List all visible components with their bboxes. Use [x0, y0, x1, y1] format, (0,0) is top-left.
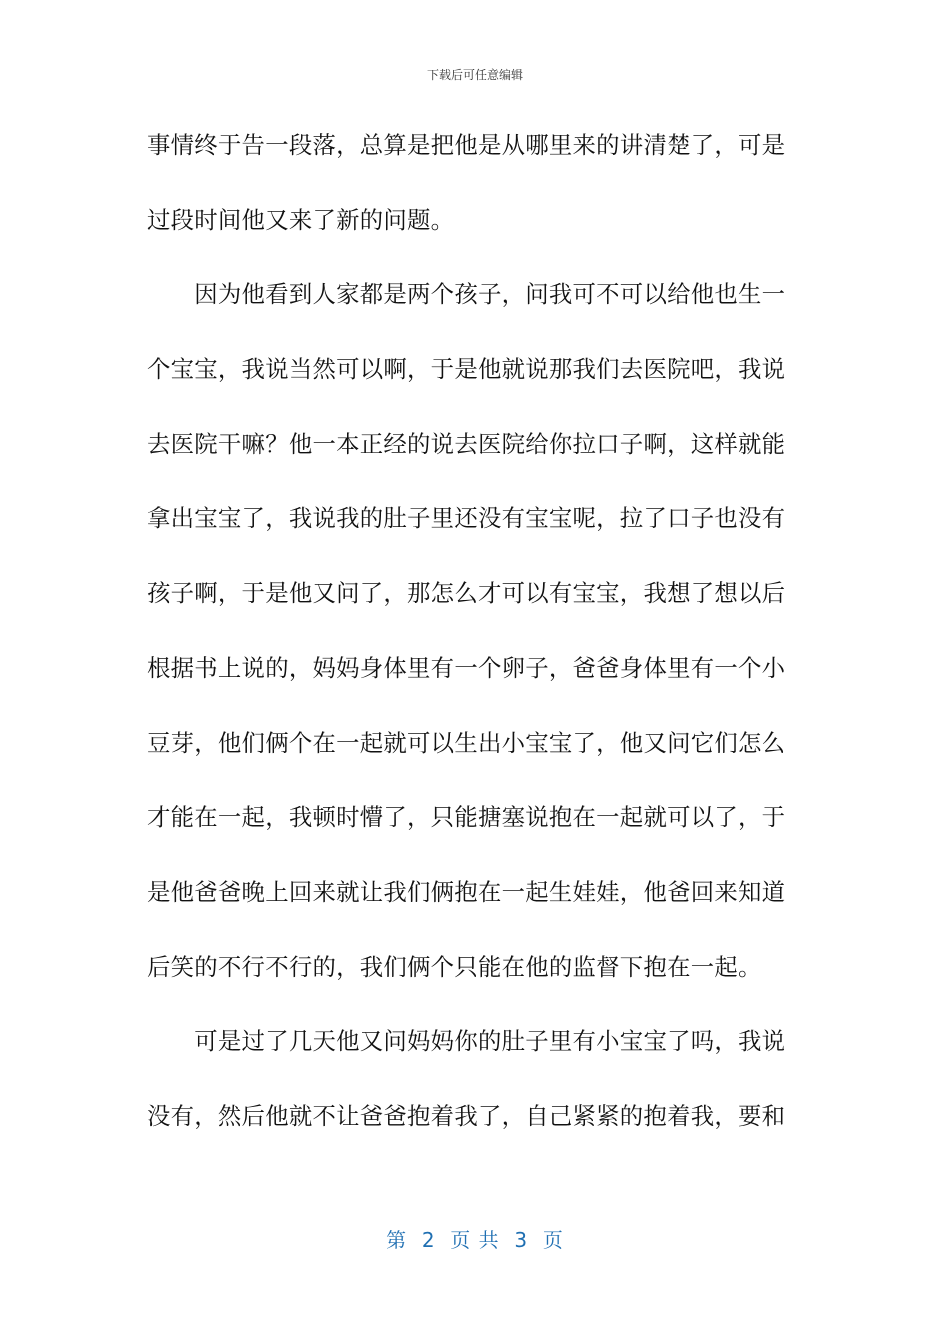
text-line: 根据书上说的，妈妈身体里有一个卵子，爸爸身体里有一个小 — [147, 653, 786, 682]
text-line: 事情终于告一段落，总算是把他是从哪里来的讲清楚了，可是 — [147, 131, 786, 159]
text-line: 没有，然后他就不让爸爸抱着我了，自己紧紧的抱着我，要和 — [147, 1101, 786, 1130]
text-line: 是他爸爸晚上回来就让我们俩抱在一起生娃娃，他爸回来知道 — [147, 877, 786, 906]
text-line: 孩子啊，于是他又问了，那怎么才可以有宝宝，我想了想以后 — [147, 579, 786, 608]
text-line: 个宝宝，我说当然可以啊，于是他就说那我们去医院吧，我说 — [147, 355, 786, 384]
text-line: 可是过了几天他又问妈妈你的肚子里有小宝宝了吗，我说 — [147, 1027, 786, 1056]
text-line: 拿出宝宝了，我说我的肚子里还没有宝宝呢，拉了口子也没有 — [147, 504, 786, 533]
page-header: 下载后可任意编辑 — [426, 68, 523, 82]
text-line: 去医院干嘛？他一本正经的说去医院给你拉口子啊，这样就能 — [147, 429, 786, 458]
document-body — [147, 112, 791, 1158]
text-line: 豆芽，他们俩个在一起就可以生出小宝宝了，他又问它们怎么 — [147, 728, 786, 757]
text-line: 过段时间他又来了新的问题。 — [147, 205, 455, 234]
page-number-footer: 第 2 页 共 3 页 — [386, 1228, 564, 1252]
text-line: 后笑的不行不行的，我们俩个只能在他的监督下抱在一起。 — [147, 952, 762, 981]
text-line: 才能在一起，我顿时懵了，只能搪塞说抱在一起就可以了，于 — [147, 803, 786, 832]
text-line: 因为他看到人家都是两个孩子，问我可不可以给他也生一 — [147, 280, 786, 309]
